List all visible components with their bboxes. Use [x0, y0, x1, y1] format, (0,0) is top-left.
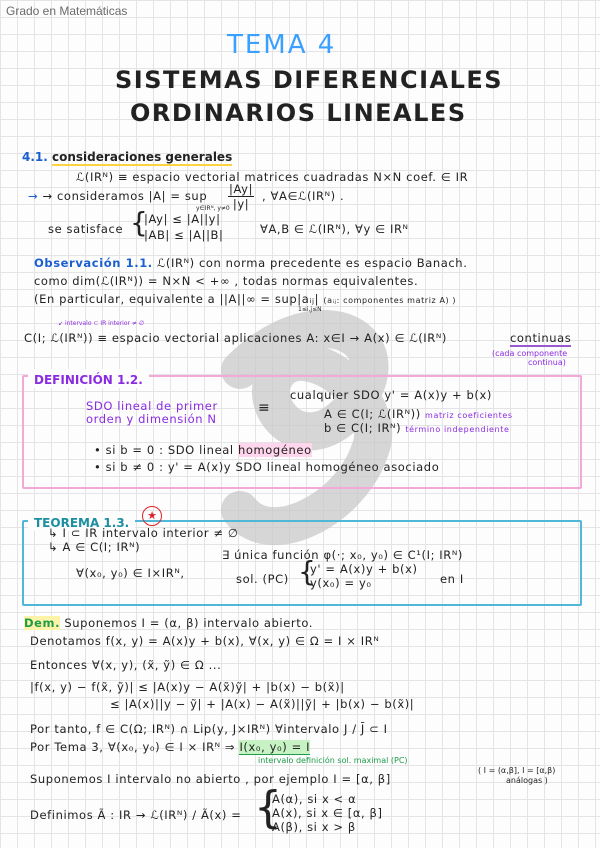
theorem-pc-1: y' = A(x)y + b(x): [310, 562, 418, 576]
theorem-label: TEOREMA 1.3.: [34, 516, 130, 530]
dem-label: Dem.: [24, 616, 61, 630]
observation-line-3: [34, 292, 456, 306]
dem-line-2: Denotamos f(x, y) = A(x)y + b(x), ∀(x, y) ∈ Ω = I × IRᴺ: [30, 634, 380, 648]
definition-label-wrap: [28, 369, 149, 388]
definition-right-2b: matriz coeficientes: [425, 411, 513, 420]
section-label: consideraciones generales: [52, 150, 233, 164]
dem-line-7: [30, 740, 310, 754]
piecewise-3: A(β), si x > β: [272, 820, 356, 834]
cspace-definition: C(I; ℒ(IRᴺ)) ≡ espacio vectorial aplicaciones A: x∈I → A(x) ∈ ℒ(IRᴺ): [24, 331, 447, 345]
dem-line-7a: Por Tema 3, ∀(x₀, y₀) ∈ I × IRᴺ ⇒: [30, 740, 236, 754]
observation-line-3b: (aᵢⱼ: componentes matriz A) ): [323, 296, 457, 305]
dem-line-8: Suponemos I intervalo no abierto , por ejemplo I = [α, β]: [30, 772, 391, 786]
norm-fraction: [228, 182, 254, 211]
dem-line-1: [24, 616, 313, 630]
ineq-quantifiers: ∀A,B ∈ ℒ(IRᴺ), ∀y ∈ IRᴺ: [260, 222, 409, 236]
definition-bullet-1a: • si b = 0 : SDO lineal: [94, 443, 234, 457]
norm-text: → consideramos |A| = sup: [42, 189, 208, 203]
theorem-brace: {: [298, 555, 316, 588]
dem-line-6: Por tanto, f ∈ C(Ω; IRᴺ) ∩ Lip(y, J×IRᴺ) ∀intervalo J / J̄ ⊂ I: [30, 722, 388, 736]
star-icon: ★: [147, 509, 157, 522]
definition-bullet-2: • si b ≠ 0 : y' = A(x)y SDO lineal homogéneo asociado: [94, 460, 440, 474]
dem-line-8-note-1: ( I = (α,β], I = [α,β): [478, 766, 556, 775]
title-line-3: ORDINARIOS LINEALES: [130, 99, 467, 127]
satisface-label: se satisface: [48, 222, 124, 236]
definition-bullet-1b: homogéneo: [237, 443, 312, 457]
dem-line-4: |f(x, y) − f(x̃, ỹ)| ≤ |A(x)y − A(x̃)ỹ| + |b(x) − b(x̃)|: [30, 680, 345, 694]
norm-definition: → → consideramos |A| = sup: [28, 189, 208, 203]
section-heading: [22, 150, 232, 164]
definition-right-1: cualquier SDO y' = A(x)y + b(x): [290, 388, 492, 402]
observation-line-1: ℒ(IRᴺ) con norma precedente es espacio Banach.: [157, 256, 468, 270]
norm-fraction-num: |Ay|: [229, 182, 254, 196]
norm-fraction-den: |y|: [232, 197, 250, 211]
definition-equiv: ≡: [258, 400, 271, 416]
definition-bullet-1: [94, 443, 312, 457]
definition-left-1: SDO lineal de primer: [86, 399, 218, 413]
title-line-2: SISTEMAS DIFERENCIALES: [115, 66, 504, 94]
piecewise-1: A(α), si x < α: [272, 792, 357, 806]
theorem-forall: ∀(x₀, y₀) ∈ I×IRᴺ,: [76, 566, 185, 580]
theorem-hyp-2: ↳ A ∈ C(I; IRᴺ): [48, 540, 141, 554]
dem-line-9: Definimos Ã : IR → ℒ(IRᴺ) / Ã(x) =: [30, 808, 242, 822]
observation-line-2: como dim(ℒ(IRᴺ)) = N×N < +∞ , todas normas equivalentes.: [34, 274, 419, 288]
dem-line-5: ≤ |A(x)||y − ỹ| + |A(x) − A(x̃)||ỹ| + |b(x) − b(x̃)|: [110, 697, 415, 711]
definition-right-2a: A ∈ C(I; ℒ(IRᴺ)): [324, 407, 421, 421]
dem-line-3: Entonces ∀(x, y), (x̃, ỹ) ∈ Ω ...: [30, 658, 222, 672]
theorem-hyp-1: ↳ I ⊂ IR intervalo interior ≠ ∅: [48, 526, 239, 540]
observation-sup-subscript: 1≤i,j≤N: [298, 306, 322, 313]
left-brace: {: [130, 206, 148, 239]
definition-left-2-text: orden y dimensión N: [86, 412, 217, 426]
definition-left-2: [86, 412, 217, 426]
definition-right-3b: término independiente: [405, 425, 510, 434]
ineq-2: |AB| ≤ |A||B|: [144, 228, 224, 242]
dem-line-7b: I(x₀, y₀) = I: [239, 740, 311, 754]
theorem-conclusion: ∃ única función φ(·; x₀, y₀) ∈ C¹(I; IRᴺ): [222, 548, 463, 562]
norm-forall: , ∀A∈ℒ(IRᴺ) .: [262, 189, 345, 203]
definition-L-space: ℒ(IRᴺ) ≡ espacio vectorial matrices cuadradas N×N coef. ∈ IR: [76, 170, 469, 184]
piecewise-2: A(x), si x ∈ [α, β]: [272, 806, 383, 820]
star-badge: [142, 506, 162, 526]
theorem-en: en I: [440, 572, 464, 586]
definition-label: DEFINICIÓN 1.2.: [34, 373, 143, 387]
observation-line-3a: (En particular, equivalente a ||A||∞ = sup|aᵢⱼ|: [34, 292, 320, 306]
ineq-1: |Ay| ≤ |A||y|: [144, 212, 221, 226]
continuas-note-2: continua): [528, 358, 566, 367]
dem-line-1-text: Suponemos I = (α, β) intervalo abierto.: [64, 616, 314, 630]
interval-note-text: intervalo ⊂ IR interior ≠ ∅: [64, 320, 145, 327]
document-header: Grado en Matemáticas: [6, 4, 128, 18]
definition-right-2: [324, 407, 513, 421]
section-number: 4.1.: [22, 150, 48, 164]
piecewise-brace: {: [254, 782, 282, 833]
title-tema: TEMA 4: [227, 30, 337, 60]
theorem-sol: sol. (PC): [236, 572, 289, 586]
continuas-label: continuas: [510, 331, 572, 345]
dem-line-8-note-2: análogas ): [506, 776, 548, 785]
theorem-pc-2: y(x₀) = y₀: [310, 576, 372, 590]
definition-right-3a: b ∈ C(I; IRᴺ): [324, 421, 402, 435]
continuas-note-1: (cada componente: [492, 349, 568, 358]
norm-sup-subscript: y∈IRᴺ, y≠0: [196, 205, 230, 212]
definition-right-3: [324, 421, 509, 435]
observation-label: Observación 1.1.: [34, 256, 153, 270]
dem-line-7-note: intervalo definición sol. maximal (PC): [258, 756, 408, 765]
interval-note: ↙ intervalo ⊂ IR interior ≠ ∅: [58, 320, 145, 327]
observation: [34, 256, 467, 270]
